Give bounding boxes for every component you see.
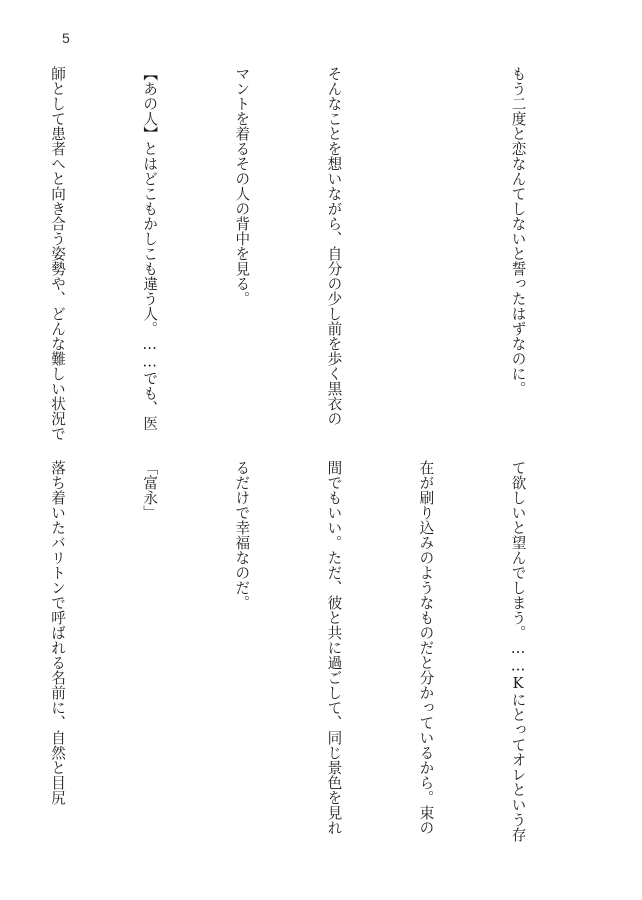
text-line: て欲しいと望んでしまう。……Kにとってオレという存 [509, 460, 527, 843]
text-block-top [42, 66, 594, 441]
text-line: 【あの人】とはどこもかしこも違う人。……でも、医 [141, 66, 159, 431]
text-line: マントを着るその人の背中を見る。 [233, 66, 251, 306]
text-block-bottom [42, 460, 594, 843]
text-line: 在が刷り込みのようなものだと分かっているから。束の [417, 460, 435, 835]
text-line: 落ち着いたバリトンで呼ばれる名前に、自然と目尻 [49, 460, 67, 805]
text-line: 師として患者へと向き合う姿勢や、どんな難しい状況で [49, 66, 67, 441]
page-number: 5 [62, 30, 70, 46]
text-line [410, 66, 441, 426]
text-line: るだけで幸福なのだ。 [233, 460, 251, 610]
text-line: もう二度と恋なんてしないと誓ったはずなのに。 [509, 66, 527, 396]
text-line: 間でもいい。ただ、彼と共に過ごして、同じ景色を見れ [325, 460, 343, 835]
text-line: そんなことを想いながら、自分の少し前を歩く黒衣の [325, 66, 343, 426]
text-line: 「富永」 [141, 460, 159, 520]
